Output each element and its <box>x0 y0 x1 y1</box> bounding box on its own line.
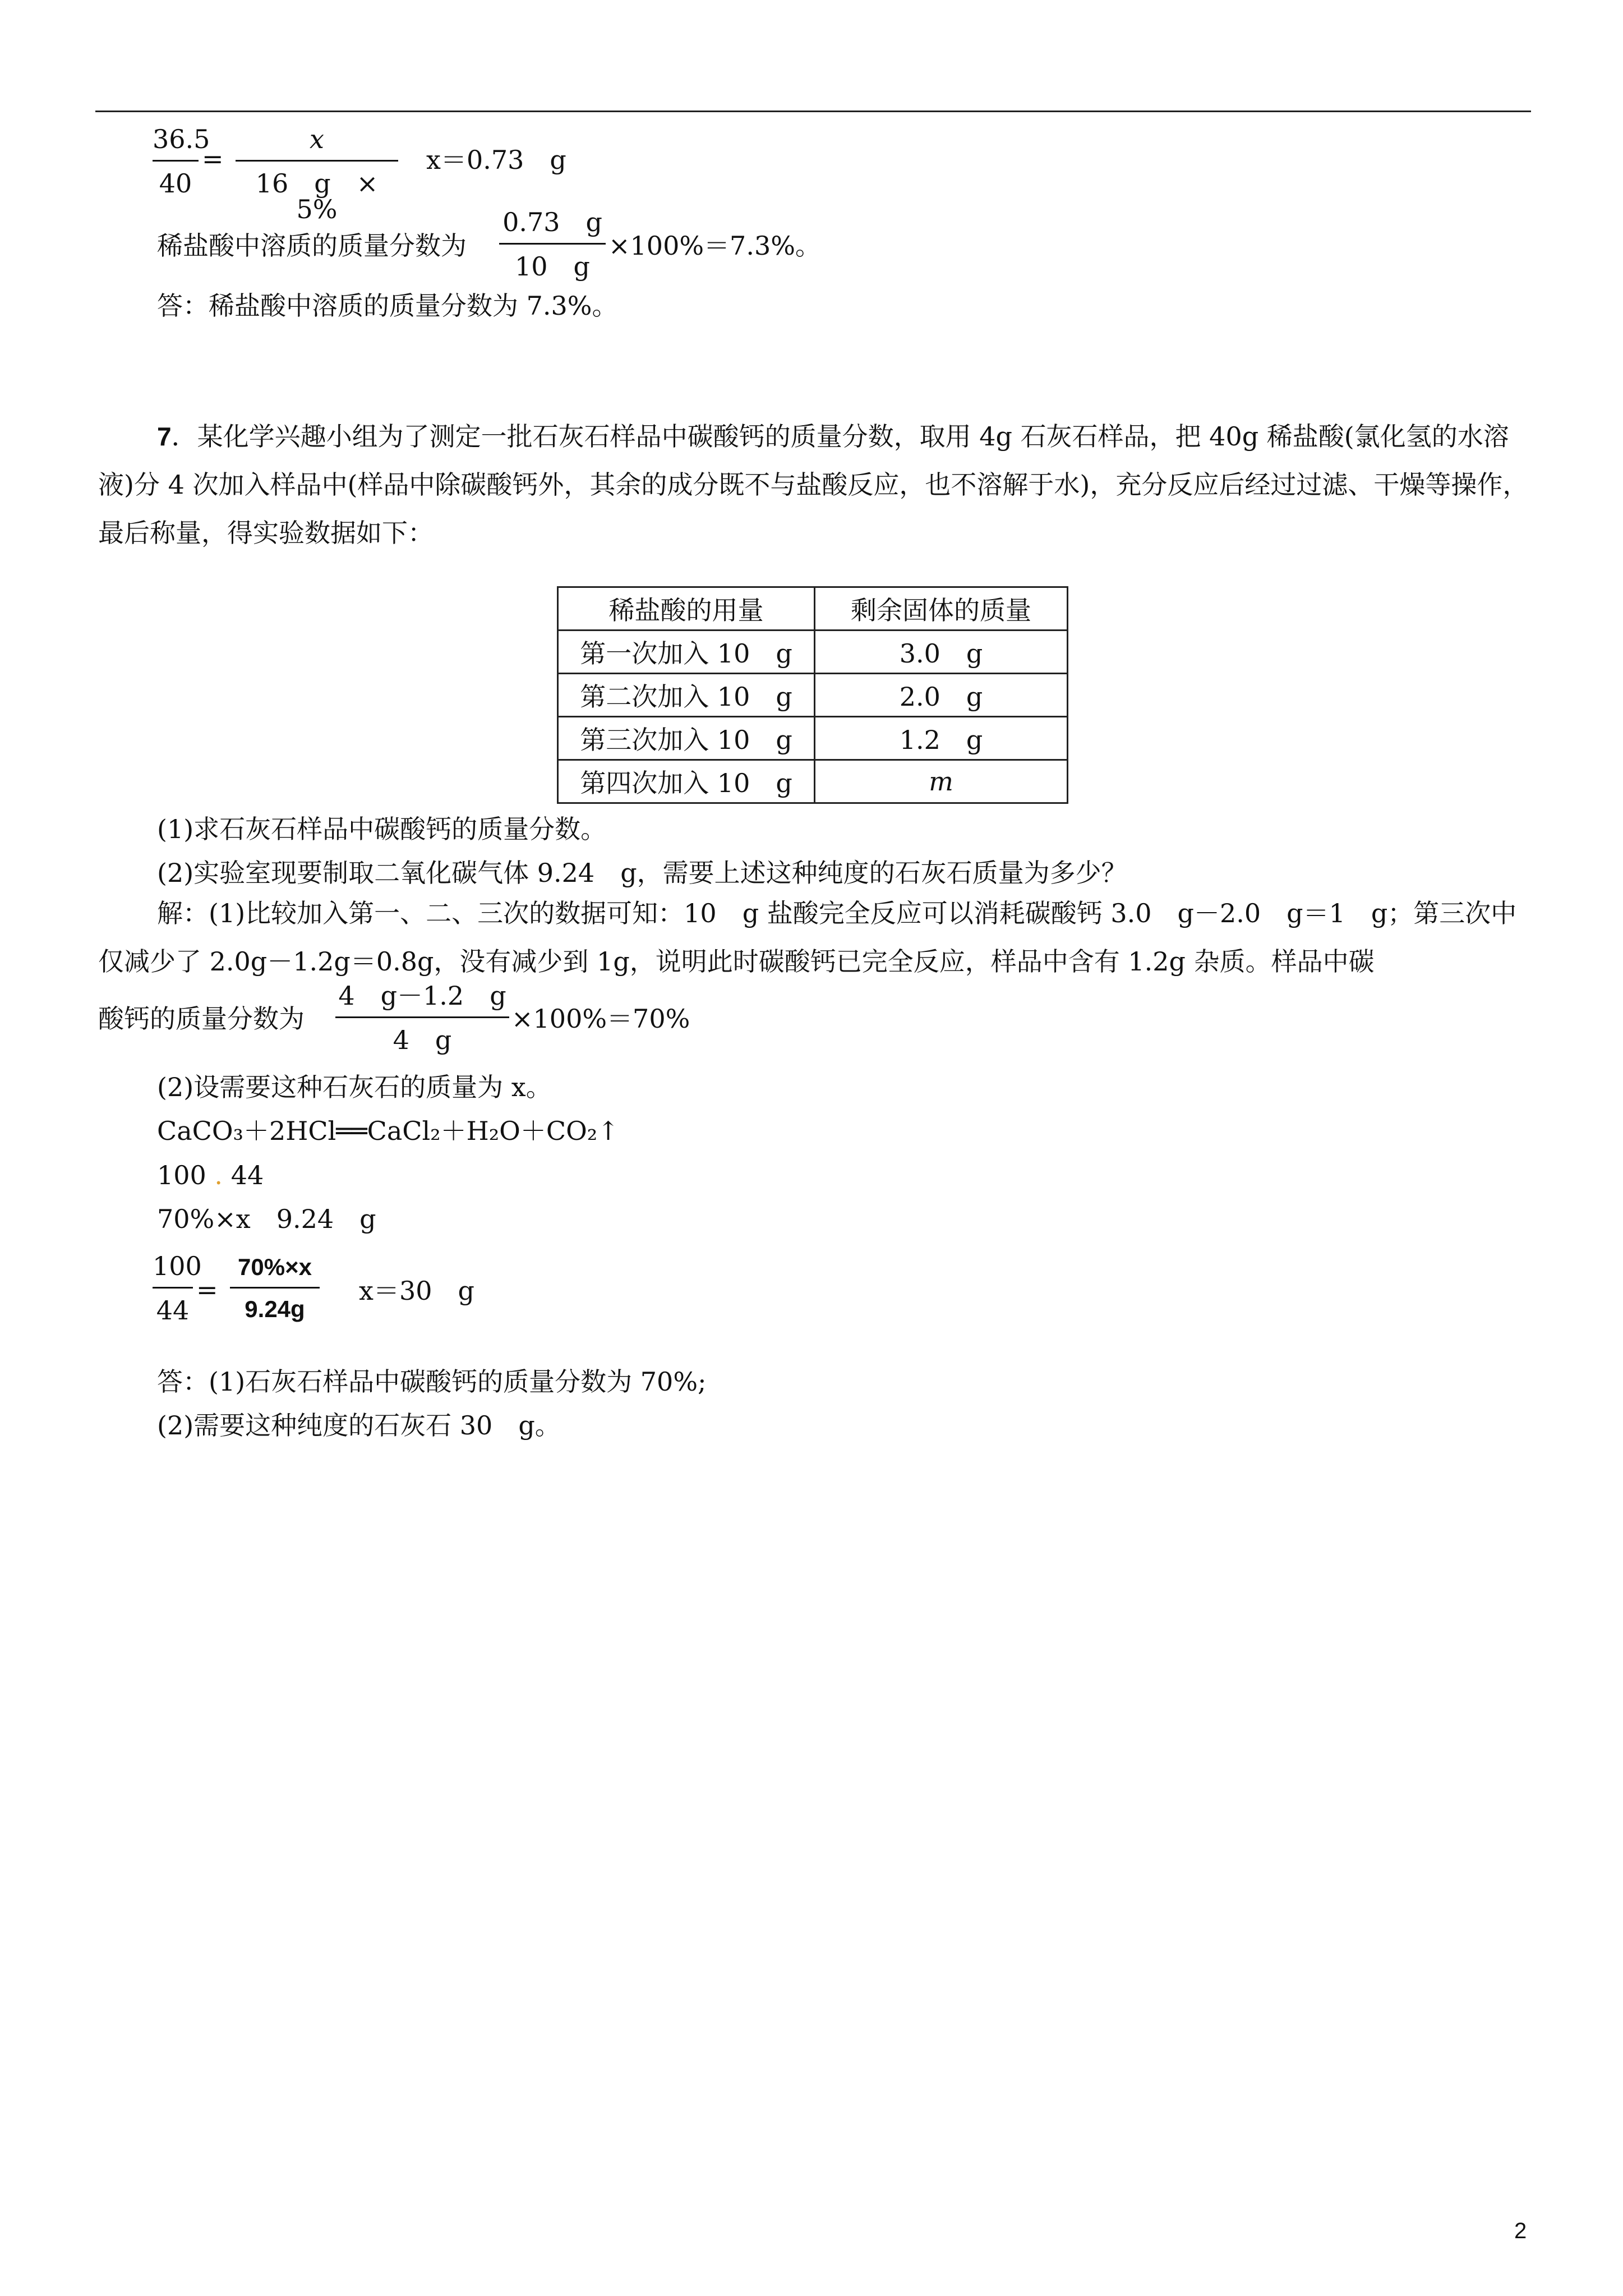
table-cell: 第二次加入 10 g <box>558 674 815 717</box>
ratio-masses: 70%×x 9.24 g <box>157 1204 376 1234</box>
page-number: 2 <box>1514 2219 1527 2243</box>
data-table <box>557 586 1068 804</box>
table-cell: m <box>815 760 1068 803</box>
fraction-36-5-over-40: 36.5 40 <box>153 124 210 199</box>
equals-sign-2: = <box>196 1274 218 1305</box>
fraction-0-73-over-10: 0.73 g 10 g <box>499 209 606 279</box>
header-rule <box>95 111 1531 112</box>
table-cell: 第三次加入 10 g <box>558 717 815 760</box>
table-header-row <box>558 587 1068 631</box>
table-cell: 2.0 g <box>815 674 1068 717</box>
answer-1: 答：(1)石灰石样品中碳酸钙的质量分数为 70%; <box>157 1366 707 1397</box>
table-cell: 第四次加入 10 g <box>558 760 815 803</box>
fraction-100-over-44: 100 44 <box>153 1251 202 1326</box>
ratio-molar-masses: 100 . 44 <box>157 1160 264 1190</box>
table-cell: 1.2 g <box>815 717 1068 760</box>
table-header: 稀盐酸的用量 <box>558 587 815 631</box>
result-x: x＝0.73 g <box>426 145 566 175</box>
sub-question-2: (2)实验室现要制取二氧化碳气体 9.24 g，需要上述这种纯度的石灰石质量为多少？ <box>157 858 1127 888</box>
equals-sign: = <box>202 144 224 174</box>
answer-line-top: 答：稀盐酸中溶质的质量分数为 7.3%。 <box>157 291 618 321</box>
solution-fraction-suffix: ×100%＝70% <box>511 1004 690 1034</box>
table-row <box>558 631 1068 674</box>
fraction-x-over-16g: x 16 g × 5% <box>236 126 398 222</box>
table-row <box>558 674 1068 717</box>
table-row <box>558 760 1068 803</box>
solution-part-2: (2)设需要这种石灰石的质量为 x。 <box>157 1072 552 1102</box>
fraction-70pct-x-over-9-24g: 70%×x 9.24g <box>230 1255 320 1321</box>
fraction-4g-minus-1-2g-over-4g: 4 g－1.2 g 4 g <box>335 983 509 1053</box>
solution-part-1: 解：(1)比较加入第一、二、三次的数据可知：10 g 盐酸完全反应可以消耗碳酸钙 3.0 g－2.0 g＝1 g；第三次中仅减少了 2.0g－1.2g＝0.8g，没有减少到 1g，说明此时碳酸钙已完全反应，样品中含有 1.2g 杂质。样品中碳 <box>98 898 1517 977</box>
final-result-x: x＝30 g <box>359 1276 474 1306</box>
answer-2: (2)需要这种纯度的石灰石 30 g。 <box>157 1410 561 1441</box>
solution-fraction-prefix: 酸钙的质量分数为 <box>98 1004 305 1034</box>
table-header: 剩余固体的质量 <box>815 587 1068 631</box>
question-7-text <box>98 412 1539 557</box>
question-body: ．某化学兴趣小组为了测定一批石灰石样品中碳酸钙的质量分数，取用 4g 石灰石样品，把 40g 稀盐酸(氯化氢的水溶液)分 4 次加入样品中(样品中除碳酸钙外，其余的成分既不与盐酸反应，也不溶解于水)，充分反应后经过过滤、干燥等操作，最后称量，得实验数据如下： <box>98 421 1529 548</box>
table-cell: 第一次加入 10 g <box>558 631 815 674</box>
table-cell: 3.0 g <box>815 631 1068 674</box>
sub-question-1: (1)求石灰石样品中碳酸钙的质量分数。 <box>157 814 607 844</box>
table-row <box>558 717 1068 760</box>
question-number: 7 <box>157 422 172 451</box>
chemical-equation: CaCO₃＋2HCl══CaCl₂＋H₂O＋CO₂↑ <box>157 1116 619 1146</box>
mass-fraction-line-prefix: 稀盐酸中溶质的质量分数为 <box>157 231 467 261</box>
mass-fraction-line-suffix: ×100%＝7.3%。 <box>608 231 821 261</box>
